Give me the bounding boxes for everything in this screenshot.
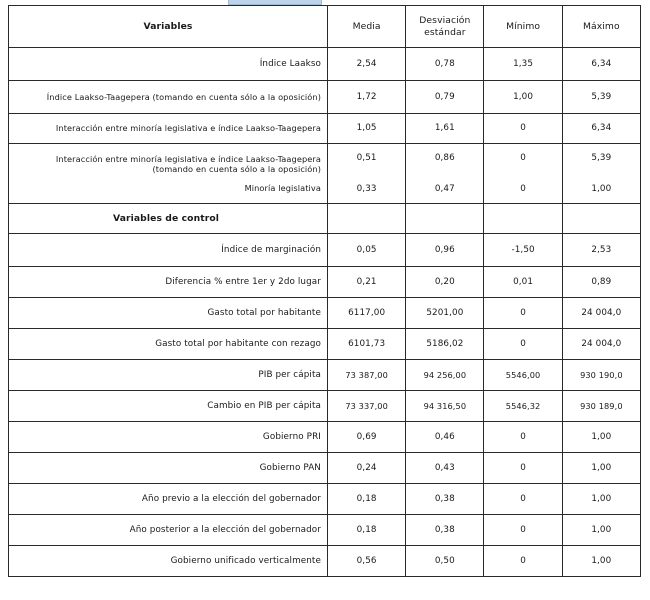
cell-minimo: 0,01 <box>484 267 562 298</box>
cell-desviacion <box>406 144 484 204</box>
cell-media: 0,21 <box>328 267 406 298</box>
row-label-line2: (tomando en cuenta sólo a la oposición) <box>152 163 321 174</box>
cell-media: 1,72 <box>328 81 406 114</box>
cell-media: 0,69 <box>328 422 406 453</box>
cell-maximo-b: 1,00 <box>591 183 612 194</box>
section-row <box>9 204 641 234</box>
header-desviacion-line2: estándar <box>424 26 466 38</box>
cell-maximo: 930 190,0 <box>562 360 640 391</box>
cell-minimo: 0 <box>484 546 562 577</box>
cell-media: 0,18 <box>328 484 406 515</box>
cell-desviacion: 0,38 <box>406 515 484 546</box>
row-label: Cambio en PIB per cápita <box>9 391 328 422</box>
row-label: PIB per cápita <box>9 360 328 391</box>
header-desviacion <box>406 6 484 48</box>
cell-desviacion: 0,79 <box>406 81 484 114</box>
row-label <box>9 144 328 204</box>
cell-desviacion: 94 256,00 <box>406 360 484 391</box>
table-row <box>9 360 641 391</box>
row-label: Gobierno PAN <box>9 453 328 484</box>
cell-minimo: 1,35 <box>484 48 562 81</box>
cell-minimo <box>484 144 562 204</box>
cell-minimo: 1,00 <box>484 81 562 114</box>
cell-desviacion: 94 316,50 <box>406 391 484 422</box>
cell-minimo: 0 <box>484 422 562 453</box>
cell-desviacion-a: 0,86 <box>434 152 455 163</box>
cell-media: 0,56 <box>328 546 406 577</box>
cell-maximo: 0,89 <box>562 267 640 298</box>
cell-media: 73 337,00 <box>328 391 406 422</box>
cell-media-a: 0,51 <box>356 152 377 163</box>
row-label-line1: Interacción entre minoría legislativa e índice Laakso-Taagepera <box>55 153 321 164</box>
cell-desviacion-b: 0,47 <box>434 183 455 194</box>
cell-media: 6117,00 <box>328 298 406 329</box>
cell-desviacion: 0,50 <box>406 546 484 577</box>
row-label: Año previo a la elección del gobernador <box>9 484 328 515</box>
section-label: Variables de control <box>9 204 328 234</box>
cell-minimo: 5546,32 <box>484 391 562 422</box>
cell-maximo: 1,00 <box>562 422 640 453</box>
table-row <box>9 48 641 81</box>
table-row <box>9 298 641 329</box>
header-variables: Variables <box>9 6 328 48</box>
cell-minimo: 0 <box>484 114 562 144</box>
cell-maximo: 1,00 <box>562 546 640 577</box>
cell-media: 2,54 <box>328 48 406 81</box>
cell-minimo: 0 <box>484 453 562 484</box>
cell-desviacion: 1,61 <box>406 114 484 144</box>
row-label: Gobierno unificado verticalmente <box>9 546 328 577</box>
cell-media: 0,05 <box>328 234 406 267</box>
header-desviacion-line1: Desviación <box>419 15 471 26</box>
cell-desviacion: 5186,02 <box>406 329 484 360</box>
row-label: Gasto total por habitante <box>9 298 328 329</box>
cell-maximo: 24 004,0 <box>562 298 640 329</box>
cell-media: 0,24 <box>328 453 406 484</box>
row-label: Gobierno PRI <box>9 422 328 453</box>
table-row <box>9 234 641 267</box>
cell-maximo: 5,39 <box>562 81 640 114</box>
row-label: Índice Laakso <box>9 48 328 81</box>
cell-media-b: 0,33 <box>356 183 377 194</box>
cell-minimo: 0 <box>484 484 562 515</box>
row-label: Índice Laakso-Taagepera (tomando en cuenta sólo a la oposición) <box>9 81 328 114</box>
cell-desviacion: 0,43 <box>406 453 484 484</box>
cell-maximo: 930 189,0 <box>562 391 640 422</box>
cell-maximo: 1,00 <box>562 484 640 515</box>
cell-maximo-a: 5,39 <box>591 152 612 163</box>
cell-maximo: 6,34 <box>562 48 640 81</box>
table-row <box>9 329 641 360</box>
cell-media: 73 387,00 <box>328 360 406 391</box>
cell-minimo-b: 0 <box>520 183 526 194</box>
cell-maximo: 2,53 <box>562 234 640 267</box>
cell-minimo-a: 0 <box>520 152 526 163</box>
row-label: Interacción entre minoría legislativa e índice Laakso-Taagepera <box>9 114 328 144</box>
table-row <box>9 453 641 484</box>
header-media: Media <box>328 6 406 48</box>
cell-media <box>328 144 406 204</box>
table-row <box>9 391 641 422</box>
cell-minimo: -1,50 <box>484 234 562 267</box>
cell-maximo: 1,00 <box>562 453 640 484</box>
cell-desviacion: 0,38 <box>406 484 484 515</box>
header-minimo: Mínimo <box>484 6 562 48</box>
cell-minimo: 0 <box>484 329 562 360</box>
cell-minimo: 0 <box>484 298 562 329</box>
cell-maximo: 24 004,0 <box>562 329 640 360</box>
cell-minimo: 0 <box>484 515 562 546</box>
table-row <box>9 267 641 298</box>
cell-desviacion: 0,96 <box>406 234 484 267</box>
cell-media: 0,18 <box>328 515 406 546</box>
table-row <box>9 546 641 577</box>
header-row <box>9 6 641 48</box>
cell-media: 1,05 <box>328 114 406 144</box>
cell-desviacion: 0,78 <box>406 48 484 81</box>
table-row <box>9 484 641 515</box>
header-maximo: Máximo <box>562 6 640 48</box>
table-row <box>9 114 641 144</box>
cell-maximo: 1,00 <box>562 515 640 546</box>
table-row <box>9 422 641 453</box>
cell-media: 6101,73 <box>328 329 406 360</box>
cell-desviacion: 0,46 <box>406 422 484 453</box>
cell-maximo: 6,34 <box>562 114 640 144</box>
row-label: Diferencia % entre 1er y 2do lugar <box>9 267 328 298</box>
row-label-line3: Minoría legislativa <box>244 183 321 194</box>
cell-minimo: 5546,00 <box>484 360 562 391</box>
descriptive-statistics-table <box>8 5 641 577</box>
row-label: Año posterior a la elección del gobernador <box>9 515 328 546</box>
table-row <box>9 515 641 546</box>
row-label: Índice de marginación <box>9 234 328 267</box>
table-row <box>9 81 641 114</box>
table-row <box>9 144 641 204</box>
row-label: Gasto total por habitante con rezago <box>9 329 328 360</box>
cell-desviacion: 0,20 <box>406 267 484 298</box>
cell-maximo <box>562 144 640 204</box>
cell-desviacion: 5201,00 <box>406 298 484 329</box>
